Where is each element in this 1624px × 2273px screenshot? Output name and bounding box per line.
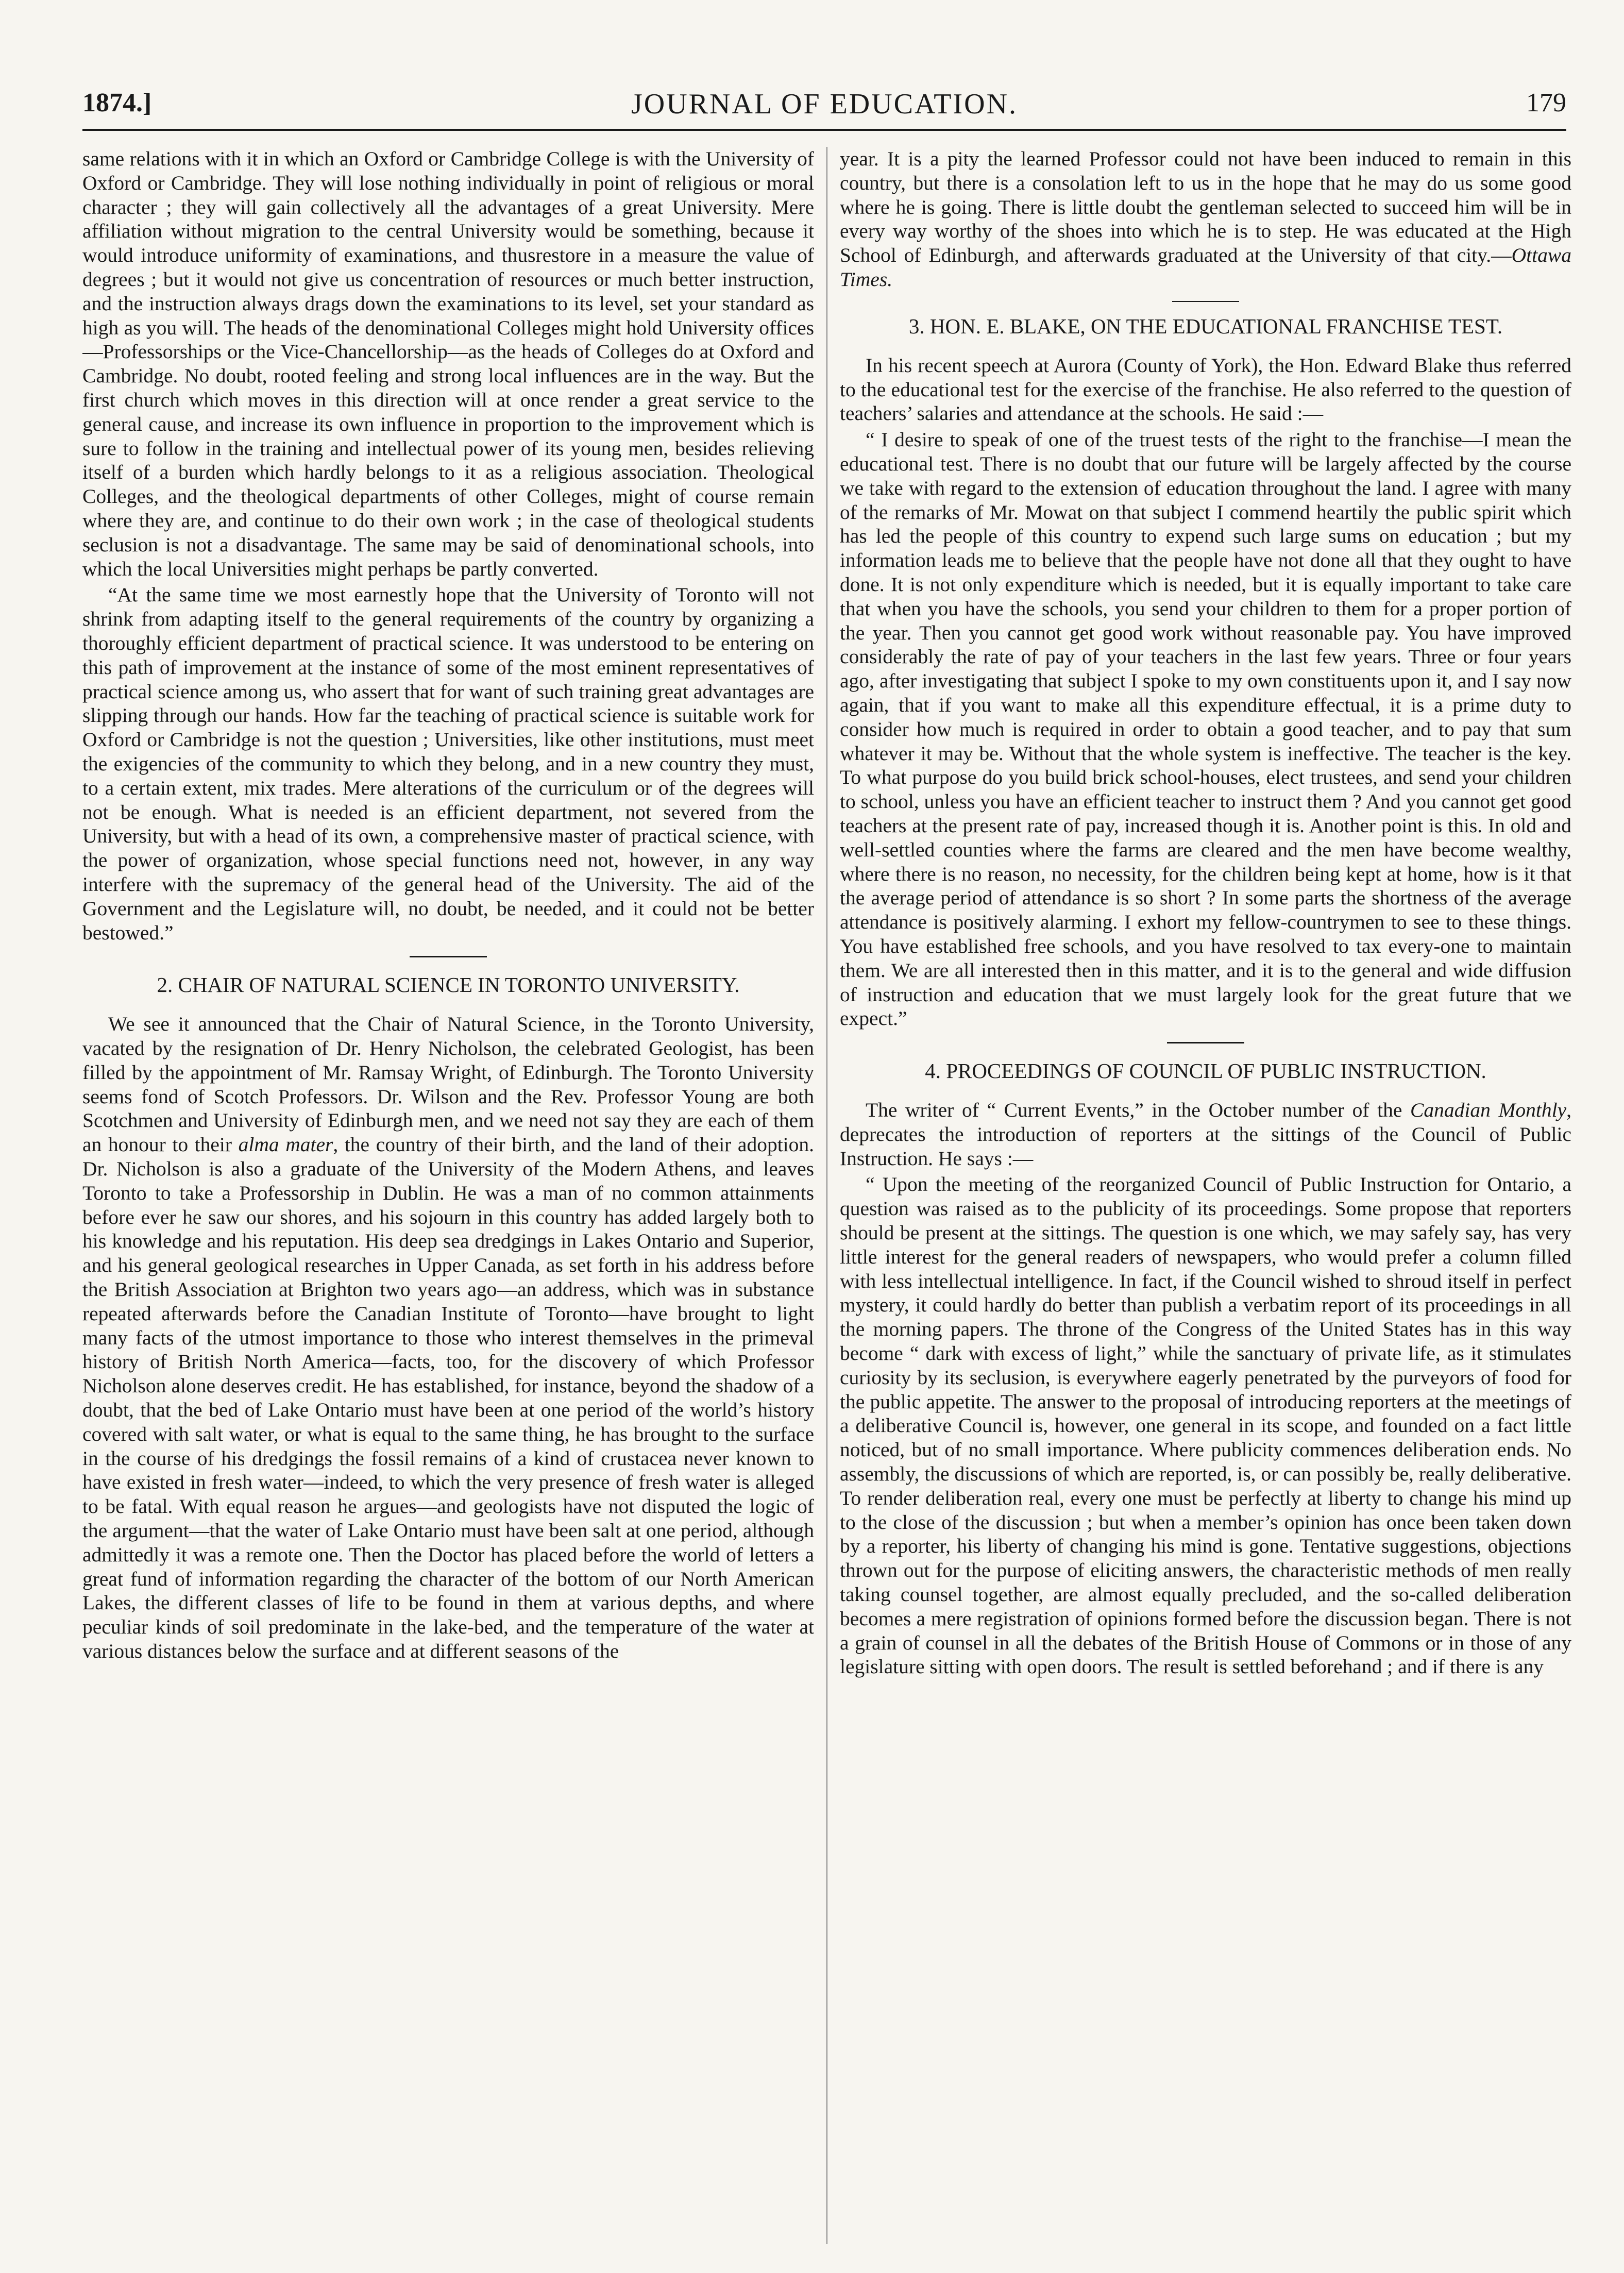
continued-paragraph: same relations with it in which an Oxford or Cambridge College is with the University of Oxford or Cambridge. They will lose nothing individually in point of religious or moral character ; they will gain collectively all the advantages of a great University. Mere affiliation without migration to the central University would be something, because it would introduce uniformity of examinations, and thusrestore in a measure the value of degrees ; but it would not give us concentration of resources or much better instruction, and the instruction always drags down the examinations to its level, set your standard as high as you will. The heads of the denominational Colleges might hold University offices—Professorships or the Vice-Chancellorship—as the heads of Colleges do at Oxford and Cambridge. No doubt, rooted feeling and strong local influences are in the way. But the first church which moves in this direction will at once render a great service to the general cause, and increase its own influence in proportion to the improvement which is sure to follow in the training and intellectual power of its young men, besides relieving itself of a burden which hardly belongs to it as a religious association. Theological Colleges, and the theological departments of other Colleges, might of course remain where they are, and continue to do their own work ; in the case of theological students seclusion is not a disadvantage. The same may be said of denominational schools, into which the local Universities might perhaps be partly converted. [82, 147, 814, 580]
section-divider [1172, 301, 1239, 302]
journal-title: JOURNAL OF EDUCATION. [631, 88, 1018, 120]
quoted-paragraph: “At the same time we most earnestly hope that the University of Toronto will not shrink from adapting itself to the general requirements of the country by organizing a thoroughly efficient department of practical science. It was understood to be entering on this path of improvement at the instance of some of the most eminent representatives of practical science among us, who assert that for want of such training great advantages are slipping through our hands. How far the teaching of practical science is suitable work for Oxford or Cambridge is not the question ; Universities, like other institutions, must meet the exigencies of the community to which they belong, and in a new country they must, to a certain extent, mix trades. Mere alterations of the curriculum or of the degrees will not be enough. What is needed is an efficient department, not severed from the University, but with a head of its own, a comprehensive master of practical science, with the power of organization, whose special functions need not, however, in any way interfere with the supremacy of the general head of the University. The aid of the Government and the Legislature will, no doubt, be needed, and it could not be better bestowed.” [82, 583, 814, 944]
section-divider [1167, 1042, 1244, 1043]
section-3-quote: “ I desire to speak of one of the truest tests of the right to the franchise—I mean the educational test. There is no doubt that our future will be largely affected by the course we take with regard to the extension of education throughout the land. I agree with many of the remarks of Mr. Mowat on that subject I commend heartily the public spirit which has led the people of this country to expend such large sums on education ; but my information leads me to believe that the people have not done all that they ought to have done. It is not only expenditure which is needed, but it is equally important to take care that when you have the schools, you send your children to them for a proper portion of the year. Then you cannot get good work without reasonable pay. You have improved considerably the rate of pay of your teachers in the last few years. Three or four years ago, after investigating that subject I spoke to my own constituents upon it, and I say now again, that if you want to make all this expenditure effectual, it is a prime duty to consider how much is required in order to obtain a good teacher, and to pay that sum whatever it may be. Without that the whole system is ineffective. The teacher is the key. To what purpose do you build brick school-houses, elect trustees, and send your children to school, unless you have an efficient teacher to instruct them ? And you cannot get good teachers at the present rate of pay, increased though it is. Another point is this. In old and well-settled counties where the farms are cleared and the men have become wealthy, where there is no reason, no necessity, for the children being kept at home, how is it that the average period of attendance is so short ? In some parts the shortness of the average attendance is positively alarming. I exhort my fellow-countrymen to see to these things. You have established free schools, and you have resolved to tax every-one to maintain them. We are all interested then in this matter, and it is to the general and wide diffusion of instruction and education that we must largely look for the great future that we expect.” [840, 428, 1571, 1030]
section-4-intro: The writer of “ Current Events,” in the October number of the Canadian Monthly, deprecates the introduction of reporters at the sittings of the Council of Public Instruction. He says :— [840, 1099, 1571, 1170]
section-4-title: 4. PROCEEDINGS OF COUNCIL OF PUBLIC INSTRUCTION. [925, 1059, 1486, 1083]
section-3-title: 3. HON. E. BLAKE, ON THE EDUCATIONAL FRANCHISE TEST. [908, 314, 1503, 338]
page-header [82, 82, 1566, 131]
left-column [82, 147, 814, 2244]
header-year: 1874.] [82, 88, 152, 117]
section-4-quote: “ Upon the meeting of the reorganized Council of Public Instruction for Ontario, a question was raised as to the publicity of its proceedings. Some propose that reporters should be present at the sittings. The question is one which, we may safely say, has very little interest for the general readers of newspapers, who would prefer a column filled with less intellectual intelligence. In fact, if the Council wished to shroud itself in perfect mystery, it could hardly do better than publish a verbatim report of its proceedings in all the morning papers. The throne of the Congress of the United States has in this way become “ dark with excess of light,” while the sanctuary of private life, as it stimulates curiosity by its seclusion, is everywhere eagerly penetrated by the purveyors of food for the public appetite. The answer to the proposal of introducing reporters at the meetings of a deliberative Council is, however, one general in its scope, and founded on a fact little noticed, but of no small importance. Where publicity commences deliberation ends. No assembly, the discussions of which are reported, is, or can possibly be, really deliberative. To render deliberation real, every one must be perfectly at liberty to change his mind up to the close of the discussion ; but when a member’s opinion has once been taken down by a reporter, his liberty of changing his mind is gone. Tentative suggestions, objections thrown out for the purpose of eliciting answers, the characteristic methods of men really taking counsel together, are almost equally precluded, and the so-called deliberation becomes a mere registration of opinions formed before the discussion began. There is not a grain of counsel in all the debates of the British House of Commons or in those of any legislature sitting with open doors. The result is settled beforehand ; and if there is any [840, 1173, 1571, 1678]
magazine-title: Canadian Monthly [1410, 1099, 1567, 1122]
column-divider [826, 147, 827, 2244]
section-2-paragraph: We see it announced that the Chair of Natural Science, in the Toronto University, vacated by the resignation of Dr. Henry Nicholson, the celebrated Geologist, has been filled by the appointment of Mr. Ramsay Wright, of Edinburgh. The Toronto University seems fond of Scotch Professors. Dr. Wilson and the Rev. Professor Young are both Scotchmen and University of Edinburgh men, and we need not say they are each of them an honour to their alma mater, the country of their birth, and the land of their adoption. Dr. Nicholson is also a graduate of the University of the Modern Athens, and leaves Toronto to take a Professorship in Dublin. He was a man of no common attainments before ever he saw our shores, and his sojourn in this country has added largely both to his knowledge and his reputation. His deep sea dredgings in Lakes Ontario and Superior, and his general geological researches in Upper Canada, as set forth in his address before the British Association at Brighton two years ago—an address, which was in substance repeated afterwards before the Canadian Institute of Toronto—have brought to light many facts of the utmost importance to those who interest themselves in the primeval history of British North America—facts, too, for the discovery of which Professor Nicholson alone deserves credit. He has established, for instance, beyond the shadow of a doubt, that the bed of Lake Ontario must have been at one period of the world’s history covered with salt water, or what is equal to the same thing, he has brought to the surface in the course of his dredgings the fossil remains of a kind of crustacea never known to have existed in fresh water—indeed, to which the very presence of fresh water is alleged to be fatal. With equal reason he argues—and geologists have not disputed the logic of the argument—that the water of Lake Ontario must have been salt at one period, although admittedly it was a remote one. Then the Doctor has placed before the world of letters a great fund of information regarding the character of the bottom of our North American Lakes, the different classes of life to be found in them at various depths, and where peculiar kinds of soil predominate in the lake-bed, and the temperature of the water at various distances below the surface and at different seasons of the [82, 1013, 814, 1663]
continued-paragraph-right: year. It is a pity the learned Professor could not have been induced to remain in this country, but there is a consolation left to us in the hope that he may do us some good where he is going. There is little doubt the gentleman selected to succeed him will be in every way worthy of the shoes into which he is to step. He was educated at the High School of Edinburgh, and afterwards graduated at the University of that city.—Ottawa Times. [840, 147, 1571, 291]
right-column [840, 147, 1571, 2244]
page-number: 179 [1526, 88, 1566, 117]
section-divider [410, 956, 487, 957]
section-3-intro: In his recent speech at Aurora (County of York), the Hon. Edward Blake thus referred to the educational test for the exercise of the franchise. He also referred to the question of teachers’ salaries and attendance at the schools. He said :— [840, 353, 1571, 425]
source-attribution: Ottawa Times. [840, 244, 1571, 291]
section-2-title: 2. CHAIR OF NATURAL SCIENCE IN TORONTO UNIVERSITY. [157, 973, 740, 997]
